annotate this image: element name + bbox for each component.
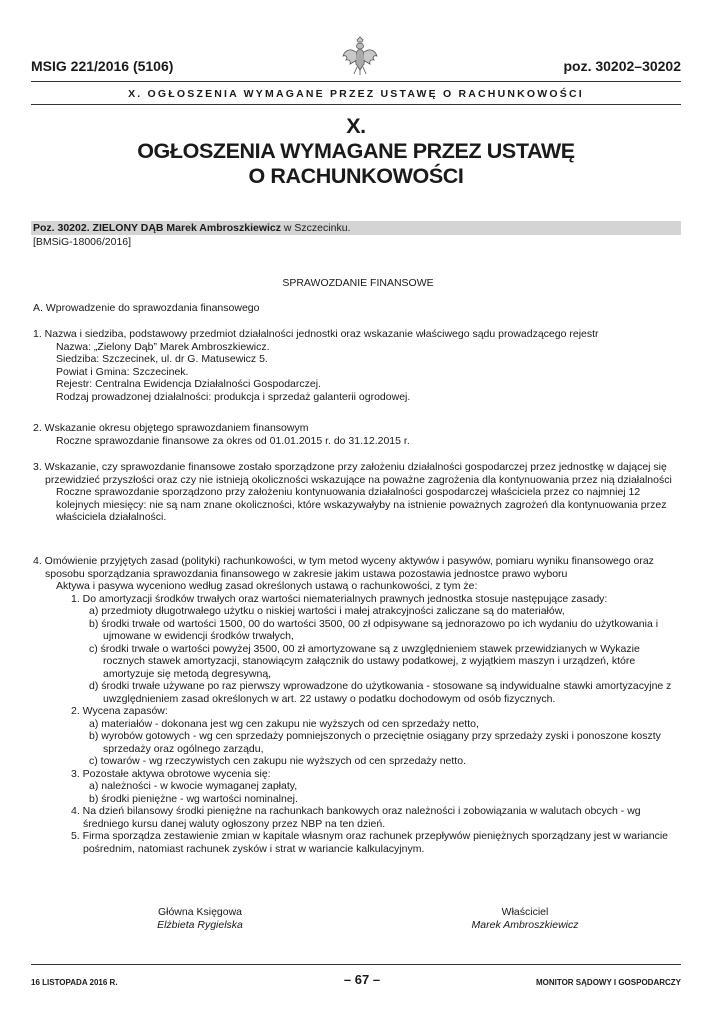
entry-heading <box>33 222 350 234</box>
section-a-heading: A. Wprowadzenie do sprawozdania finansowego <box>33 302 260 314</box>
publication-name: MONITOR SĄDOWY I GOSPODARCZY <box>535 978 681 987</box>
eagle-emblem-icon <box>342 36 378 76</box>
signature-name: Elżbieta Rygielska <box>157 918 243 931</box>
point-heading: 2. Wskazanie okresu objętego sprawozdaniem finansowym <box>33 422 309 434</box>
section-rule <box>31 104 681 105</box>
detail-line: Aktywa i pasywa wyceniono według zasad określonych ustawą o rachunkowości, z tym że: <box>56 580 478 592</box>
detail-paragraph: Roczne sprawozdanie sporządzono przy założeniu kontynuowania działalności gospodarczej właściciela przez co najmniej 12 kolejnych miesięcy: nie są nam znane okoliczności, które wskazywałyby na istnienie poważnych zagrożeń dla kontynuowania przez właściciela działalności. <box>56 486 667 523</box>
signature-right <box>440 906 610 931</box>
detail-line: Roczne sprawozdanie finansowe za okres od 01.01.2015 r. do 31.12.2015 r. <box>56 434 410 447</box>
publication-date: 16 LISTOPADA 2016 R. <box>31 978 118 987</box>
subpoint: 5. Firma sporządza zestawienie zmian w kapitale własnym oraz rachunek przepływów pieniężnych sporządzany jest w wariancie pośrednim, natomiast rachunek zysków i strat w wariancie kalkulacyjnym. <box>71 830 669 855</box>
position-range: poz. 30202–30202 <box>563 58 681 74</box>
signature-role: Główna Księgowa <box>157 906 243 918</box>
subpoint-item: d) środki trwałe używane po raz pierwszy wprowadzone do użytkowania - stosowane są indywidualne stawki amortyzacyjne z uwzględnieniem zasad określonych w art. 22 ustawy o podatku dochodowym od osób fizycznych. <box>89 680 672 705</box>
signature-name: Marek Ambroszkiewicz <box>471 918 579 931</box>
title-line: O RACHUNKOWOŚCI <box>248 164 464 188</box>
title-line: OGŁOSZENIA WYMAGANE PRZEZ USTAWĘ <box>137 139 575 163</box>
signature-left <box>120 906 280 931</box>
section-a <box>33 302 683 315</box>
subpoint: 1. Do amortyzacji środków trwałych oraz wartości niematerialnych prawnych jednostka stosuje następujące zasady: <box>71 592 608 605</box>
point-heading: 4. Omówienie przyjętych zasad (polityki) rachunkowości, w tym metod wyceny aktywów i pasywów, pomiaru wyniku finansowego oraz sposobu sporządzania sprawozdania finansowego w zakresie jakim ustawa pozostawia jednostce prawo wyboru <box>33 555 654 580</box>
subpoint: 4. Na dzień bilansowy środki pieniężne na rachunkach bankowych oraz należności i zobowiązania w walutach obcych - wg średniego kursu danej waluty ogłoszony przez NBP na ten dzień. <box>71 805 641 830</box>
point-heading: 1. Nazwa i siedziba, podstawowy przedmiot działalności jednostki oraz wskazanie właściwego sądu prowadzącego rejestr <box>33 328 599 340</box>
subpoint-item: c) środki trwałe o wartości powyżej 3500, 00 zł amortyzowane są z uwzględnieniem stawek przewidzianych w Wykazie rocznych stawek amortyzacji, stanowiącym załącznik do ustawy podatkowej, z wyjątkiem maszyn i urządzeń, które amortyzuje się metodą degresywną, <box>89 642 640 680</box>
detail-line: Powiat i Gmina: Szczecinek. <box>56 365 189 378</box>
issue-number: MSIG 221/2016 (5106) <box>31 58 174 74</box>
page-title <box>31 114 681 189</box>
detail-line: Siedziba: Szczecinek, ul. dr G. Matusewicz 5. <box>56 353 268 365</box>
detail-line: Rodzaj prowadzonej działalności: produkcja i sprzedaż galanterii ogrodowej. <box>56 390 411 403</box>
subpoint: 2. Wycena zapasów: <box>71 705 168 717</box>
footer-rule <box>31 964 681 965</box>
report-title: SPRAWOZDANIE FINANSOWE <box>282 277 434 289</box>
subpoint-item: a) materiałów - dokonana jest wg cen zakupu nie wyższych od cen sprzedaży netto, <box>89 717 479 730</box>
subpoint-item: a) należności - w kwocie wymaganej zapłaty, <box>89 780 298 792</box>
header-rule <box>31 81 681 82</box>
entry-company: Poz. 30202. ZIELONY DĄB Marek Ambroszkiewicz <box>33 222 282 234</box>
point-heading: 3. Wskazanie, czy sprawozdanie finansowe zostało sporządzone przy założeniu działalności gospodarczej przez jednostkę w dającej się przewidzieć przyszłości oraz czy nie istnieją okoliczności wskazujące na poważne zagrożenia dla kontynuowania przez nią działalności <box>33 461 672 486</box>
subpoint: 3. Pozostałe aktywa obrotowe wycenia się: <box>71 767 271 780</box>
subpoint-item: b) środki trwałe od wartości 1500, 00 do wartości 3500, 00 zł odpisywane są jednorazowo po ich wydaniu do użytkowania i ujmowane w ewidencji środków trwałych, <box>89 617 659 642</box>
point-3 <box>33 461 683 524</box>
entry-code: [BMSiG-18006/2016] <box>33 236 132 248</box>
point-4 <box>33 555 683 855</box>
detail-line: Rejestr: Centralna Ewidencja Działalności Gospodarczej. <box>56 378 321 390</box>
doc-title <box>33 277 683 290</box>
signature-role: Właściciel <box>501 906 549 918</box>
title-line: X. <box>346 114 366 138</box>
detail-line: Nazwa: „Zielony Dąb” Marek Ambroszkiewicz. <box>56 340 270 353</box>
subpoint-item: b) wyrobów gotowych - wg cen sprzedaży pomniejszonych o przeciętnie osiągany przy sprzedaży zyski i ponoszone koszty sprzedaży oraz ogólnego zarządu, <box>89 730 661 755</box>
page-number: – 67 – <box>343 972 381 987</box>
subpoint-item: c) towarów - wg rzeczywistych cen zakupu nie wyższych od cen sprzedaży netto. <box>89 755 466 767</box>
subpoint-item: b) środki pieniężne - wg wartości nominalnej. <box>89 792 298 805</box>
point-2 <box>33 422 683 447</box>
point-1 <box>33 328 683 403</box>
subpoint-item: a) przedmioty długotrwałego użytku o niskiej wartości i małej atrakcyjności zaliczane są do materiałów, <box>89 605 565 617</box>
entry-location: w Szczecinku. <box>281 222 351 234</box>
section-heading: X. OGŁOSZENIA WYMAGANE PRZEZ USTAWĘ O RACHUNKOWOŚCI <box>128 88 584 100</box>
